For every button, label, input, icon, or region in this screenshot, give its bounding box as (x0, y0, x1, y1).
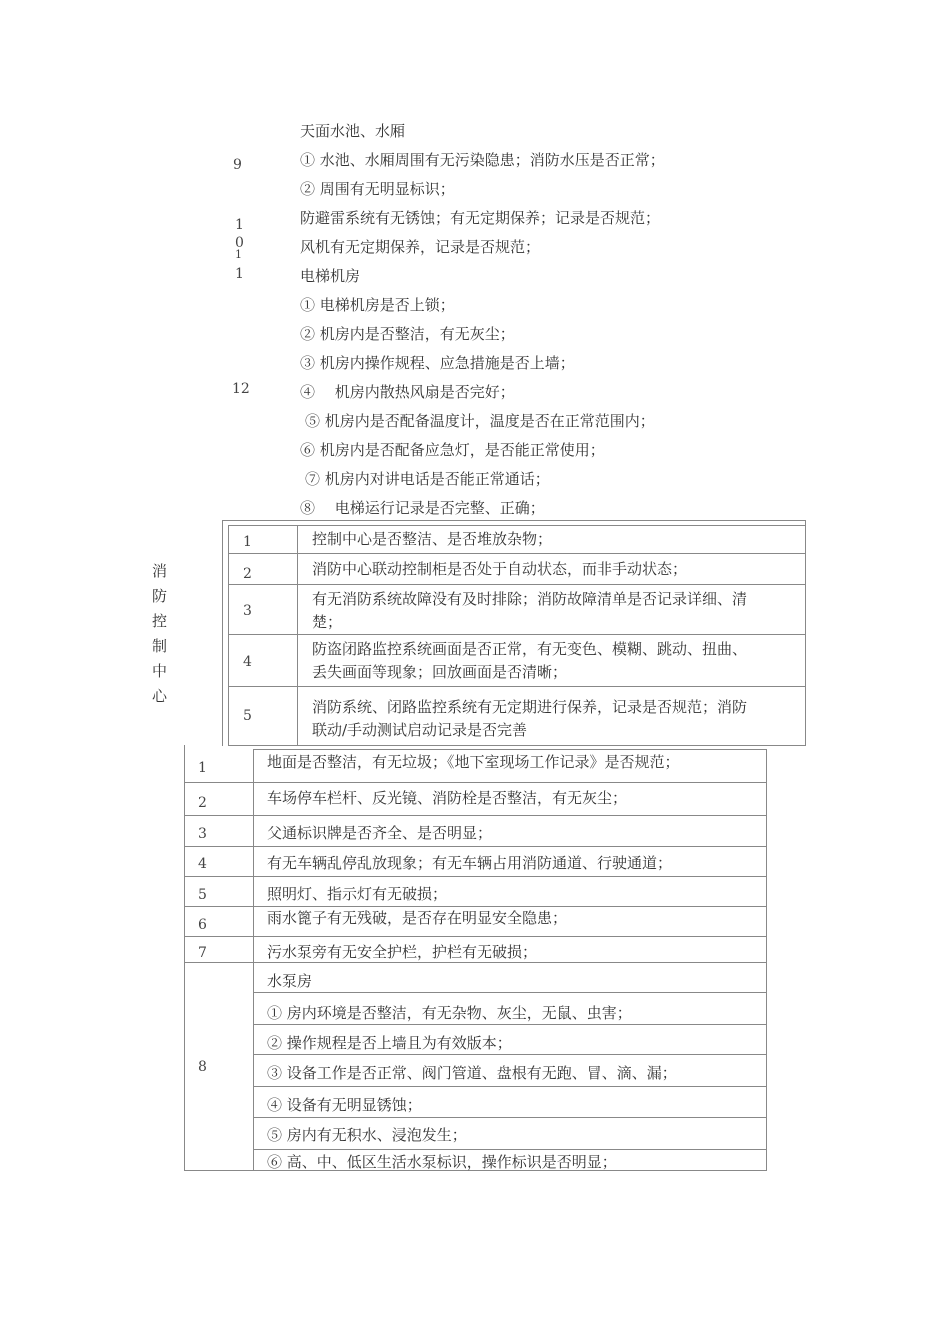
table-cell: ④ 设备有无明显锈蚀； (267, 1096, 422, 1114)
table-border (228, 584, 805, 585)
table-cell: ① 房内环境是否整洁，有无杂物、灰尘，无鼠、虫害； (267, 1004, 632, 1022)
table-border (766, 749, 767, 1170)
text-line: ③ 机房内操作规程、应急措施是否上墙； (300, 354, 575, 372)
table-row-number: 1 (243, 534, 252, 550)
table-row-number: 4 (243, 654, 252, 670)
text-line: ② 机房内是否整洁，有无灰尘； (300, 325, 515, 343)
table-cell: 楚； (312, 613, 343, 631)
table-row-number: 6 (198, 917, 207, 933)
table-cell: 父通标识牌是否齐全、是否明显； (267, 824, 493, 842)
label-char: 中 (152, 662, 168, 680)
table-border (184, 876, 767, 877)
table-border (184, 846, 767, 847)
text-line: 防避雷系统有无锈蚀；有无定期保养；记录是否规范； (300, 209, 661, 227)
text-line: ⑦ 机房内对讲电话是否能正常通话； (305, 470, 550, 488)
table-cell: 有无消防系统故障没有及时排除；消防故障清单是否记录详细、清 (312, 590, 748, 608)
table-row-number: 1 (198, 760, 207, 776)
table-cell: 防盗闭路监控系统画面是否正常，有无变色、模糊、跳动、扭曲、 (312, 640, 748, 658)
table-row-number: 7 (198, 945, 207, 961)
table-cell: 消防中心联动控制柜是否处于自动状态，而非手动状态； (312, 560, 688, 578)
table-border (228, 634, 805, 635)
table-row-number: 4 (198, 856, 207, 872)
table-cell: 控制中心是否整洁、是否堆放杂物； (312, 530, 553, 548)
label-char: 心 (152, 687, 168, 705)
table-cell: 水泵房 (267, 972, 313, 990)
table-border (184, 745, 185, 1170)
row-number-12: 12 (232, 381, 250, 397)
text-line: ⑧ 电梯运行记录是否完整、正确； (300, 499, 545, 517)
table-row-number: 5 (243, 708, 252, 724)
table-cell: 雨水篦子有无残破，是否存在明显安全隐患； (267, 909, 568, 927)
table-border (253, 992, 767, 993)
row-number-10a: 1 (235, 217, 244, 233)
table-border (253, 749, 254, 1170)
table-cell: 车场停车栏杆、反光镜、消防栓是否整洁，有无灰尘； (267, 789, 628, 807)
table-border (228, 553, 805, 554)
text-line: ⑥ 机房内是否配备应急灯，是否能正常使用； (300, 441, 605, 459)
table-border (228, 525, 805, 526)
table-cell: 地面是否整洁，有无垃圾；《地下室现场工作记录》是否规范； (267, 753, 680, 771)
text-line: ④ 机房内散热风扇是否完好； (300, 383, 515, 401)
text-line: 天面水池、水厢 (300, 122, 406, 140)
text-line: ⑤ 机房内是否配备温度计，温度是否在正常范围内； (305, 412, 655, 430)
table-row-number: 3 (243, 603, 252, 619)
label-char: 消 (152, 562, 168, 580)
table-border (228, 745, 805, 746)
text-line: ① 电梯机房是否上锁； (300, 296, 455, 314)
table-cell: 有无车辆乱停乱放现象；有无车辆占用消防通道、行驶通道； (267, 854, 673, 872)
text-line: ① 水池、水厢周围有无污染隐患；消防水压是否正常； (300, 151, 665, 169)
row-number-11a: 1 (235, 248, 242, 261)
table-cell: 丢失画面等现象；回放画面是否清晰； (312, 663, 568, 681)
table-row-number: 2 (243, 566, 252, 582)
row-number-11b: 1 (235, 266, 244, 282)
table-border (228, 686, 805, 687)
table-cell: 污水泵旁有无安全护栏，护栏有无破损； (267, 943, 538, 961)
table-border (184, 936, 767, 937)
table-cell: ⑥ 高、中、低区生活水泵标识，操作标识是否明显； (267, 1153, 617, 1171)
text-line: 风机有无定期保养，记录是否规范； (300, 238, 541, 256)
table-border (253, 1149, 767, 1150)
label-char: 防 (152, 587, 168, 605)
table-border (228, 525, 229, 745)
label-char: 制 (152, 637, 168, 655)
table-border (253, 1086, 767, 1087)
table-border (222, 520, 806, 521)
table-border (297, 525, 298, 745)
table-row-number: 5 (198, 887, 207, 903)
table-border (253, 749, 767, 750)
table-border (805, 520, 806, 746)
table-border (184, 782, 767, 783)
table-cell: 照明灯、指示灯有无破损； (267, 885, 448, 903)
label-char: 控 (152, 612, 168, 630)
table-row-number: 2 (198, 795, 207, 811)
table-border (222, 520, 223, 746)
table-border (253, 1117, 767, 1118)
row-number-10b: 0 (235, 235, 244, 251)
table-cell: 消防系统、闭路监控系统有无定期进行保养，记录是否规范；消防 (312, 698, 748, 716)
text-line: 电梯机房 (300, 267, 361, 285)
table-row-number: 3 (198, 826, 207, 842)
table-cell: ② 操作规程是否上墙且为有效版本； (267, 1034, 512, 1052)
row-number-9: 9 (233, 157, 242, 173)
table-cell: ⑤ 房内有无积水、浸泡发生； (267, 1126, 467, 1144)
table-cell: ③ 设备工作是否正常、阀门管道、盘根有无跑、冒、滴、漏； (267, 1064, 677, 1082)
table-border (184, 815, 767, 816)
text-line: ② 周围有无明显标识； (300, 180, 455, 198)
table-cell: 联动/手动测试启动记录是否完善 (312, 721, 528, 739)
table-row-number: 8 (198, 1059, 207, 1075)
